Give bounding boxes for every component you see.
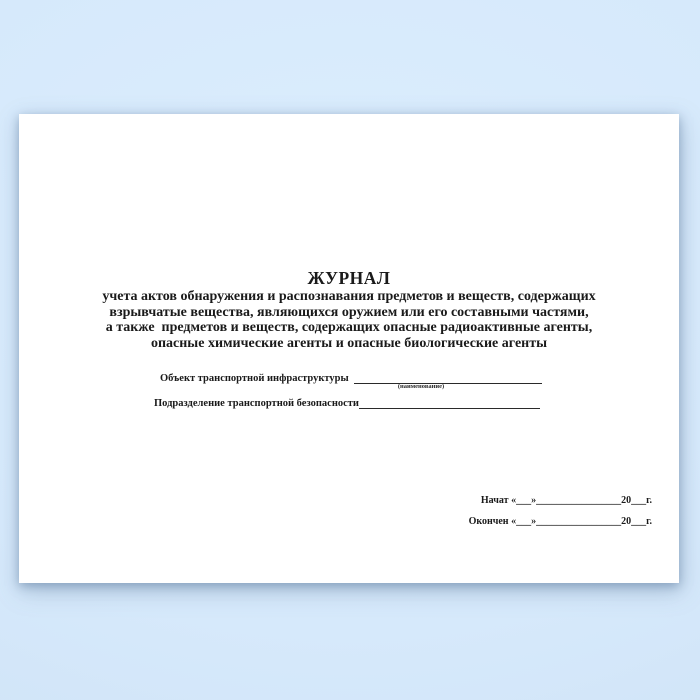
date-started-row: Начат «___»_________________20___г. <box>480 495 652 506</box>
journal-subtitle <box>19 289 679 351</box>
subtitle-line: опасные химические агенты и опасные биологические агенты <box>150 335 548 351</box>
date-fields <box>469 490 652 532</box>
field-label: Объект транспортной инфраструктуры <box>160 373 349 384</box>
subtitle-line: а также предметов и веществ, содержащих опасные радиоактивные агенты, <box>105 320 593 335</box>
field-transport-infrastructure-object <box>160 372 542 385</box>
field-label: Подразделение транспортной безопасности <box>154 398 359 409</box>
journal-cover-sheet <box>19 114 679 583</box>
date-finished-row: Окончен «___»_________________20___г. <box>468 516 652 527</box>
journal-title: ЖУРНАЛ <box>307 268 391 288</box>
blank-line <box>354 372 542 384</box>
subtitle-line: взрывчатые вещества, являющихся оружием или его составными частями, <box>109 304 589 320</box>
field-transport-security-unit <box>154 397 540 410</box>
field-caption-naimenovanie: (наименование) <box>397 383 445 390</box>
blank-line <box>359 397 540 409</box>
subtitle-line: учета актов обнаружения и распознавания предметов и веществ, содержащих <box>102 289 596 304</box>
